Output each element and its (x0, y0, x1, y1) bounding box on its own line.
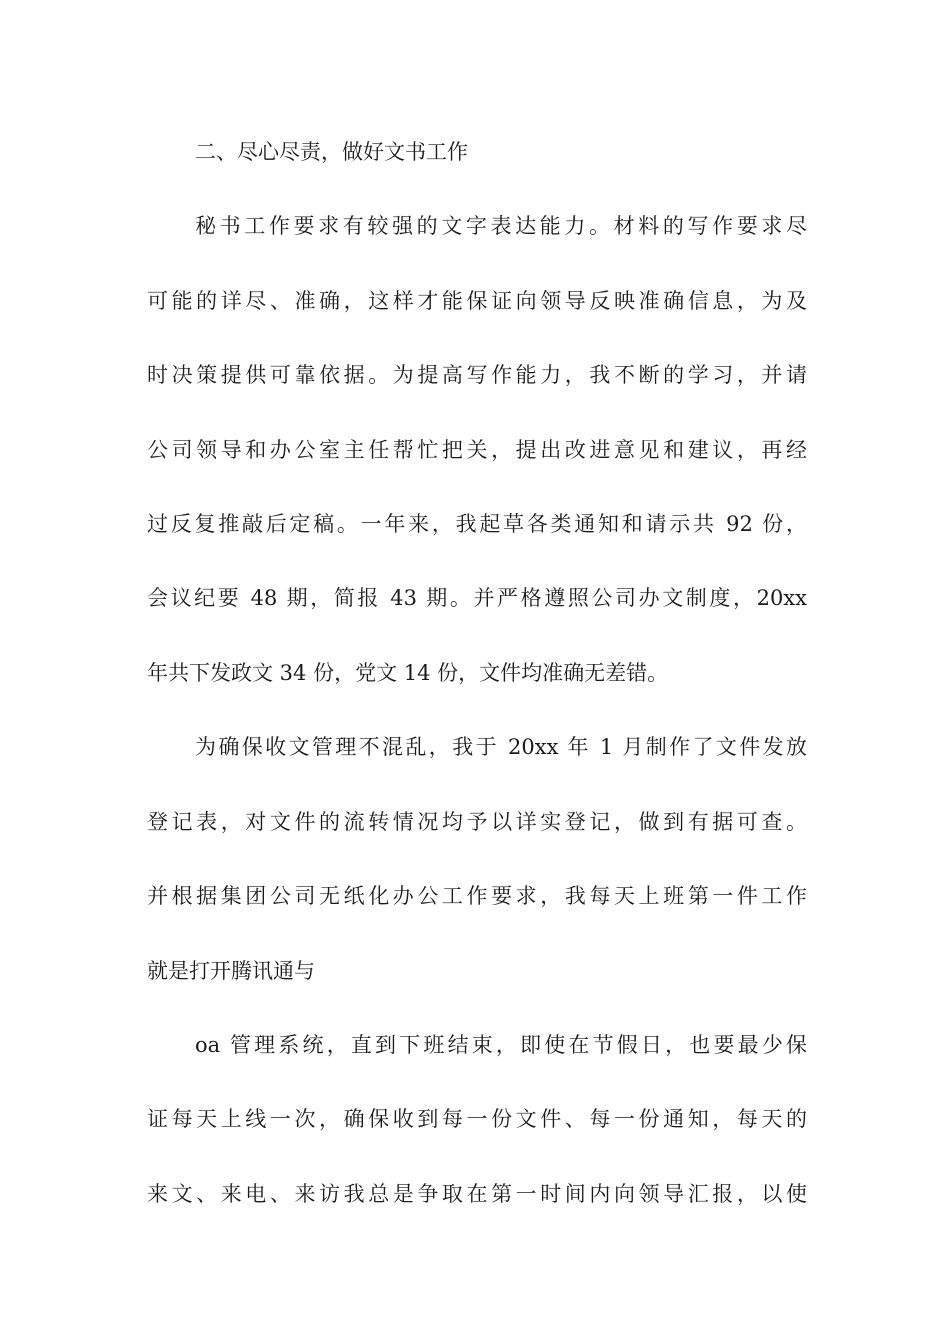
paragraph-line: 年共下发政文 34 份，党文 14 份，文件均准确无差错。 (147, 661, 669, 685)
paragraph-line: 就是打开腾讯通与 (147, 959, 315, 983)
paragraph-line: 秘书工作要求有较强的文字表达能力。材料的写作要求尽 (195, 214, 807, 238)
paragraph-line: 证每天上线一次，确保收到每一份文件、每一份通知，每天的 (147, 1107, 807, 1131)
section-heading: 二、尽心尽责，做好文书工作 (195, 140, 468, 164)
paragraph-line: 并根据集团公司无纸化办公工作要求，我每天上班第一件工作 (147, 884, 807, 908)
paragraph-line: 公司领导和办公室主任帮忙把关，提出改进意见和建议，再经 (147, 438, 807, 462)
paragraph-line: 登记表，对文件的流转情况均予以详实登记，做到有据可查。 (147, 810, 807, 834)
paragraph-line: 为确保收文管理不混乱，我于 20xx 年 1 月制作了文件发放 (195, 735, 807, 759)
paragraph-line: 时决策提供可靠依据。为提高写作能力，我不断的学习，并请 (147, 363, 807, 387)
paragraph-line: 会议纪要 48 期，简报 43 期。并严格遵照公司办文制度，20xx (147, 586, 807, 610)
paragraph-line: 来文、来电、来访我总是争取在第一时间内向领导汇报，以使 (147, 1182, 807, 1206)
paragraph-line: oa 管理系统，直到下班结束，即使在节假日，也要最少保 (195, 1033, 807, 1057)
paragraph-line: 可能的详尽、准确，这样才能保证向领导反映准确信息，为及 (147, 289, 807, 313)
paragraph-line: 过反复推敲后定稿。一年来，我起草各类通知和请示共 92 份， (147, 512, 807, 536)
